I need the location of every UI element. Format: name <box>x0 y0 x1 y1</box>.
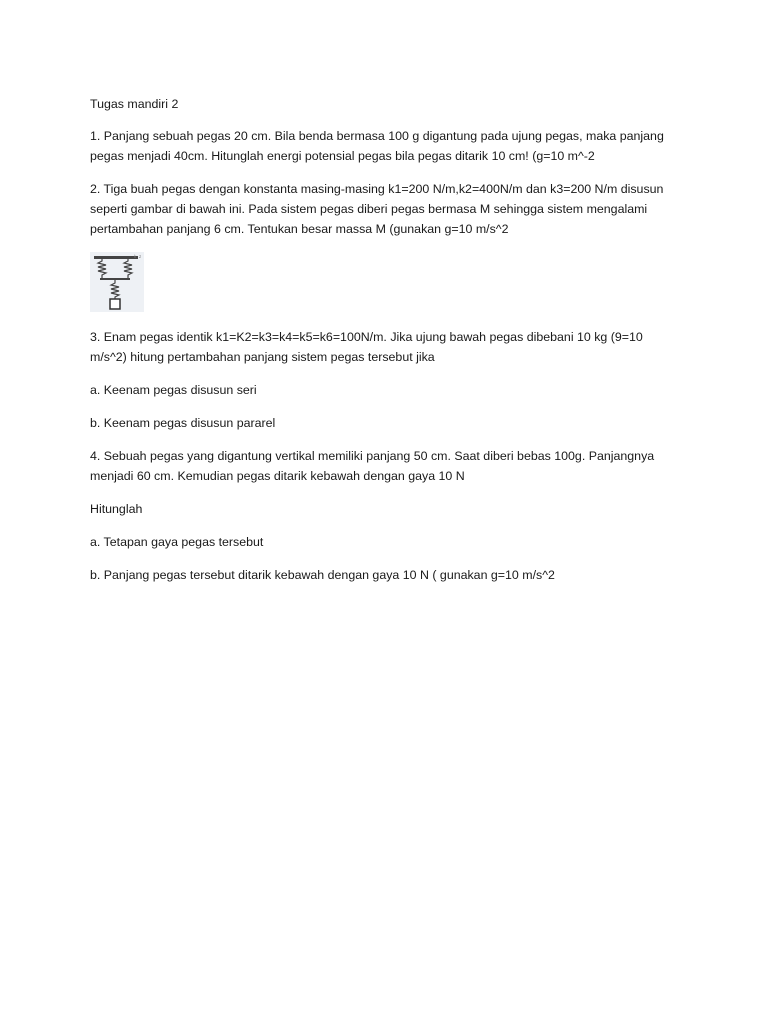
question-3: 3. Enam pegas identik k1=K2=k3=k4=k5=k6=100N/m. Jika ujung bawah pegas dibebani 10 kg (9=10 m/s^2) hitung pertambahan panjang sistem pegas tersebut jika <box>90 330 643 364</box>
question-2: 2. Tiga buah pegas dengan konstanta masing-masing k1=200 N/m,k2=400N/m dan k3=200 N/m disusun seperti gambar di bawah ini. Pada sistem pegas diberi pegas bermasa M sehingga sistem mengalami pertambahan panjang 6 cm. Tentukan besar massa M (gunakan g=10 m/s^2 <box>90 182 664 236</box>
question-3b: b. Keenam pegas disusun pararel <box>90 416 276 430</box>
question-3a: a. Keenam pegas disusun seri <box>90 383 257 397</box>
question-4: 4. Sebuah pegas yang digantung vertikal memiliki panjang 50 cm. Saat diberi bebas 100g. Panjangnya menjadi 60 cm. Kemudian pegas ditarik kebawah dengan gaya 10 N <box>90 449 655 483</box>
svg-text:z: z <box>139 254 142 259</box>
question-4b: b. Panjang pegas tersebut ditarik kebawah dengan gaya 10 N ( gunakan g=10 m/s^2 <box>90 568 555 582</box>
question-1: 1. Panjang sebuah pegas 20 cm. Bila benda bermasa 100 g digantung pada ujung pegas, maka panjang pegas menjadi 40cm. Hitunglah energi potensial pegas bila pegas ditarik 10 cm! (g=10 m^-2 <box>90 129 664 163</box>
document-title: Tugas mandiri 2 <box>90 97 179 111</box>
svg-text:k: k <box>134 254 137 259</box>
spring-system-figure <box>90 252 144 312</box>
spring-system-diagram-icon <box>90 252 144 312</box>
question-4a: a. Tetapan gaya pegas tersebut <box>90 535 264 549</box>
hitunglah-label: Hitunglah <box>90 502 143 516</box>
document-body <box>90 94 680 598</box>
